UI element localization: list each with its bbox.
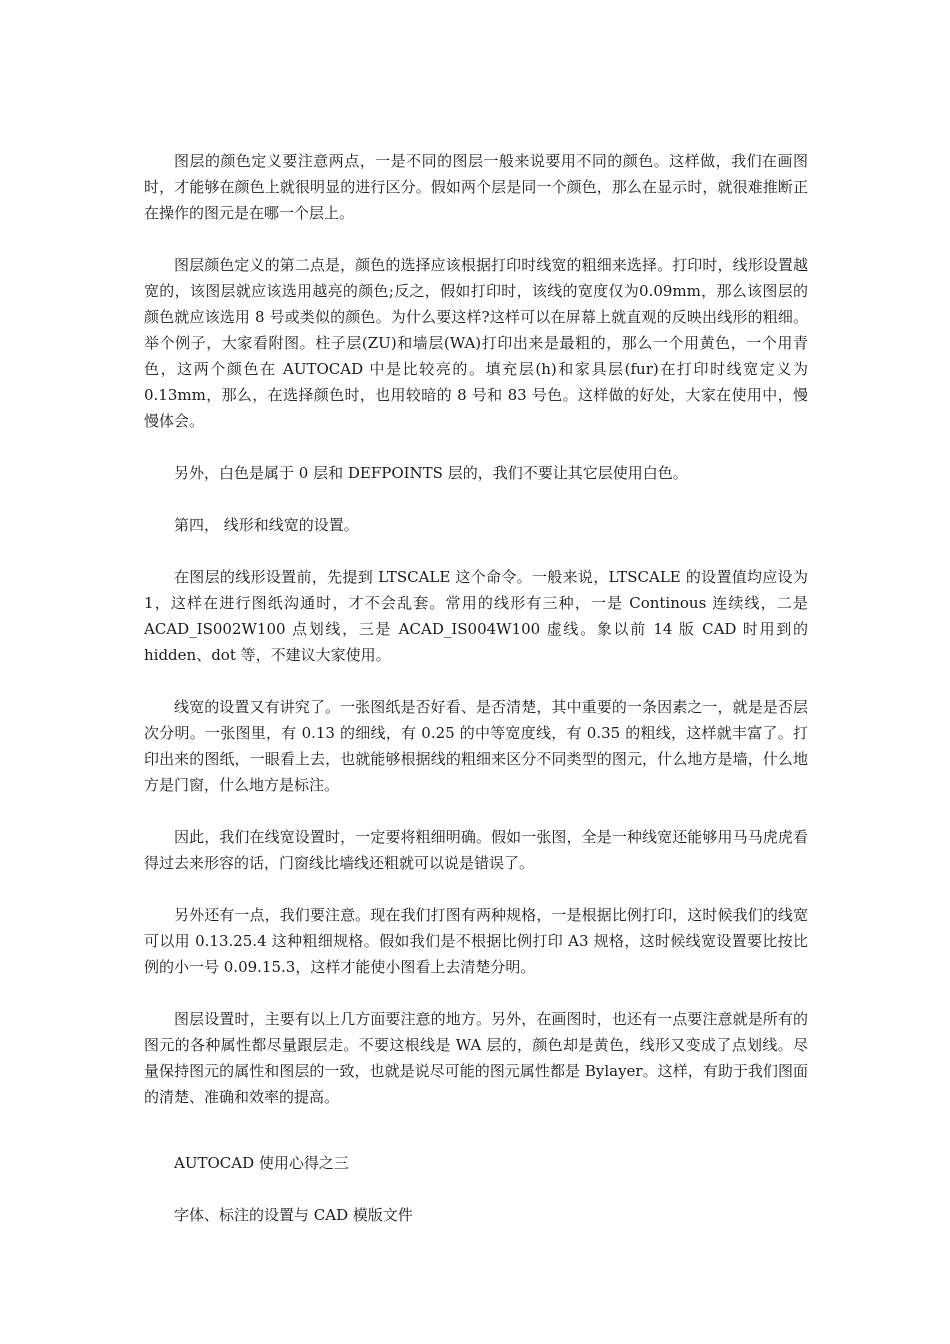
document-body [144, 148, 808, 1254]
paragraph-layer-color-second-point: 图层颜色定义的第二点是，颜色的选择应该根据打印时线宽的粗细来选择。打印时，线形设置越宽的，该图层就应该选用越亮的颜色;反之，假如打印时，该线的宽度仅为0.09mm，那么该图层的颜色就应该选用 8 号或类似的颜色。为什么要这样?这样可以在屏幕上就直观的反映出线形的粗细。举个例子，大家看附图。柱子层(ZU)和墙层(WA)打印出来是最粗的，那么一个用黄色，一个用青色，这两个颜色在 AUTOCAD 中是比较亮的。填充层(h)和家具层(fur)在打印时线宽定义为 0.13mm，那么，在选择颜色时，也用较暗的 8 号和 83 号色。这样做的好处，大家在使用中，慢慢体会。 [144, 256, 808, 430]
paragraph-white-color-note: 另外，白色是属于 0 层和 DEFPOINTS 层的，我们不要让其它层使用白色。 [174, 464, 688, 482]
paragraph-ltscale-linetypes: 在图层的线形设置前，先提到 LTSCALE 这个命令。一般来说，LTSCALE 的设置值均应设为 1，这样在进行图纸沟通时，才不会乱套。常用的线形有三种，一是 Continous 连续线，二是 ACAD_IS002W100 点划线，三是 ACAD_IS004W100 虚线。象以前 14 版 CAD 时用到的 hidden、dot 等，不建议大家使用。 [144, 568, 808, 664]
paragraph-lineweight-clarity: 因此，我们在线宽设置时，一定要将粗细明确。假如一张图，全是一种线宽还能够用马马虎虎看得过去来形容的话，门窗线比墙线还粗就可以说是错误了。 [144, 828, 808, 872]
paragraph-layer-summary: 图层设置时，主要有以上几方面要注意的地方。另外，在画图时，也还有一点要注意就是所有的图元的各种属性都尽量跟层走。不要这根线是 WA 层的，颜色却是黄色，线形又变成了点划线。尽量保持图元的属性和图层的一致，也就是说尽可能的图元属性都是 Bylayer。这样，有助于我们图面的清楚、准确和效率的提高。 [144, 1010, 808, 1106]
section-heading-linetype-lineweight: 第四， 线形和线宽的设置。 [174, 516, 359, 534]
chapter-title: AUTOCAD 使用心得之三 [174, 1154, 349, 1172]
chapter-subtitle: 字体、标注的设置与 CAD 模版文件 [174, 1206, 413, 1224]
paragraph-layer-color-two-points: 图层的颜色定义要注意两点，一是不同的图层一般来说要用不同的颜色。这样做，我们在画图时，才能够在颜色上就很明显的进行区分。假如两个层是同一个颜色，那么在显示时，就很难推断正在操作的图元是在哪一个层上。 [144, 152, 808, 222]
paragraph-print-scale-lineweight: 另外还有一点，我们要注意。现在我们打图有两种规格，一是根据比例打印，这时候我们的线宽可以用 0.13.25.4 这种粗细规格。假如我们是不根据比例打印 A3 规格，这时候线宽设置要比按比例的小一号 0.09.15.3，这样才能使小图看上去清楚分明。 [144, 906, 808, 976]
paragraph-lineweight-importance: 线宽的设置又有讲究了。一张图纸是否好看、是否清楚，其中重要的一条因素之一，就是是否层次分明。一张图里，有 0.13 的细线，有 0.25 的中等宽度线，有 0.35 的粗线，这样就丰富了。打印出来的图纸，一眼看上去，也就能够根据线的粗细来区分不同类型的图元，什么地方是墙，什么地方是门窗，什么地方是标注。 [144, 698, 808, 794]
